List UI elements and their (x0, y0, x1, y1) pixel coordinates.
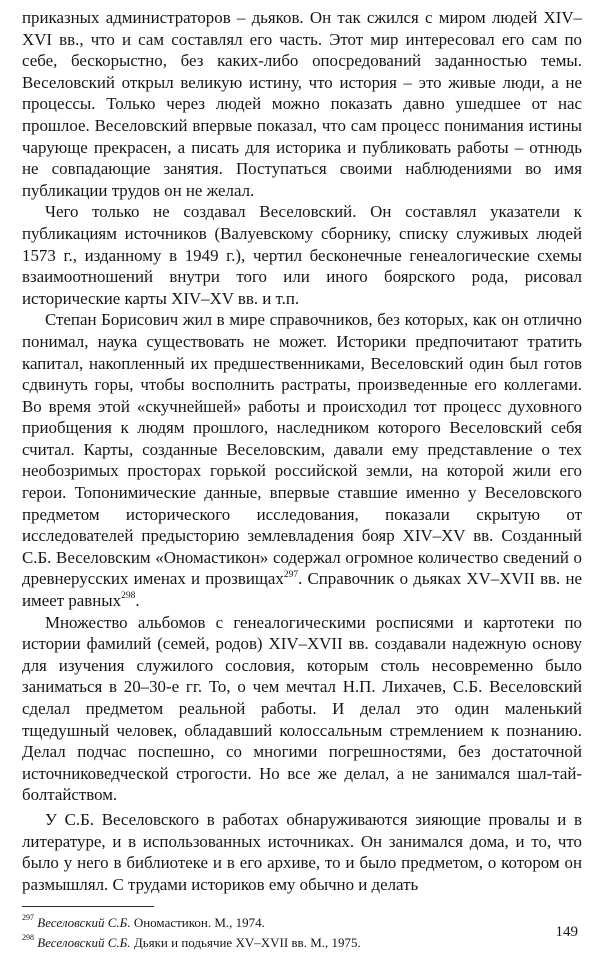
paragraph-3-text-end: . (135, 591, 140, 611)
footnote-297 (22, 913, 582, 933)
paragraph-4 (22, 612, 582, 806)
paragraph-3-text: Степан Борисович жил в мире справочников, без которых, как он отлично понимал, наука существовать не может. Историки предпочитают тратить капитал, накопленный их предшественниками, Веселовский один был готов сдвинуть горы, чтобы восполнить растраты, произведенные его коллегами. Во время этой «скучнейшей» работы и происходил тот процесс духовного приобщения к людям прошлого, наследником которого Веселовский себя считал. Карты, созданные Веселовским, давали ему представление о тех необозримых просторах горькой российской земли, на которой жили его герои. Топонимические данные, впервые ставшие именно у Веселовского предметом исторического исследования, показали скрытую от исследователей предысторию землевладения бояр XIV–XV вв. Созданный С.Б. Веселовским «Ономастикон» содержал огромное количество сведений о древнерусских именах и прозвищах (22, 310, 582, 589)
page-number: 149 (555, 924, 578, 940)
footnote-text: Ономастикон. М., 1974. (130, 915, 265, 931)
footnote-text: Дьяки и подьячие XV–XVII вв. М., 1975. (130, 935, 361, 951)
footnote-author: Веселовский С.Б. (37, 915, 131, 931)
footnote-number: 297 (22, 913, 34, 923)
paragraph-3 (22, 309, 582, 611)
paragraph-5 (22, 809, 582, 895)
footnote-author: Веселовский С.Б. (37, 935, 131, 951)
paragraph-5-text: У С.Б. Веселовского в работах обнаруживаются зияющие провалы и в литературе, и в использованных источниках. Он занимался дома, и то, что было у него в библиотеке и в его архиве, то и было предметом, о котором он размышлял. С трудами историков ему обычно и делать (22, 809, 582, 894)
footnote-number: 298 (22, 933, 34, 943)
footnote-298 (22, 933, 582, 953)
paragraph-1-text: приказных администраторов – дьяков. Он так сжился с миром людей XIV–XVI вв., что и сам составлял его часть. Этот мир интересовал его сам по себе, бескорыстно, без каких-либо опосредований заданностью темы. Веселовский открыл великую истину, что история – это живые люди, а не процессы. Только через людей можно показать давно ушедшее от нас прошлое. Веселовский впервые показал, что сам процесс понимания истины чарующе прекрасен, а писать для историка и публиковать работы – отнюдь не совпадающие занятия. Поступаться своими наблюдениями во имя публикации трудов он не желал. (22, 8, 582, 200)
paragraph-4-text: Множество альбомов с генеалогическими росписями и картотеки по истории фамилий (семей, родов) XIV–XVII вв. создавали надежную основу для изучения служилого сословия, которым столь несовременно было заниматься в 20–30-е гг. То, о чем мечтал Н.П. Лихачев, С.Б. Веселовский сделал предметом реальной работы. И делал это один маленький тщедушный человек, обладавший колоссальным стремлением к познанию. Делал подчас поспешно, со многими погрешностями, без достаточной источниковедческой строгости. Но все же делал, а не занимался шал-тай-болтайством. (22, 612, 582, 805)
paragraph-2-text: Чего только не создавал Веселовский. Он составлял указатели к публикациям источников (Валуевскому сборнику, списку служивых людей 1573 г., изданному в 1949 г.), чертил бесконечные генеалогические схемы взаимоотношений внутри того или иного боярского рода, рисовал исторические карты XIV–XV вв. и т.п. (22, 202, 582, 308)
paragraph-3-text-cont: . Справочник о дьяках XV–XVII вв. не имеет равных (22, 569, 582, 611)
footnote-divider (22, 906, 154, 907)
paragraph-2 (22, 201, 582, 309)
paragraph-1 (22, 7, 582, 201)
footnote-ref-297[interactable]: 297 (283, 569, 299, 580)
footnote-ref-298[interactable]: 298 (121, 591, 136, 602)
page-content (22, 7, 582, 953)
